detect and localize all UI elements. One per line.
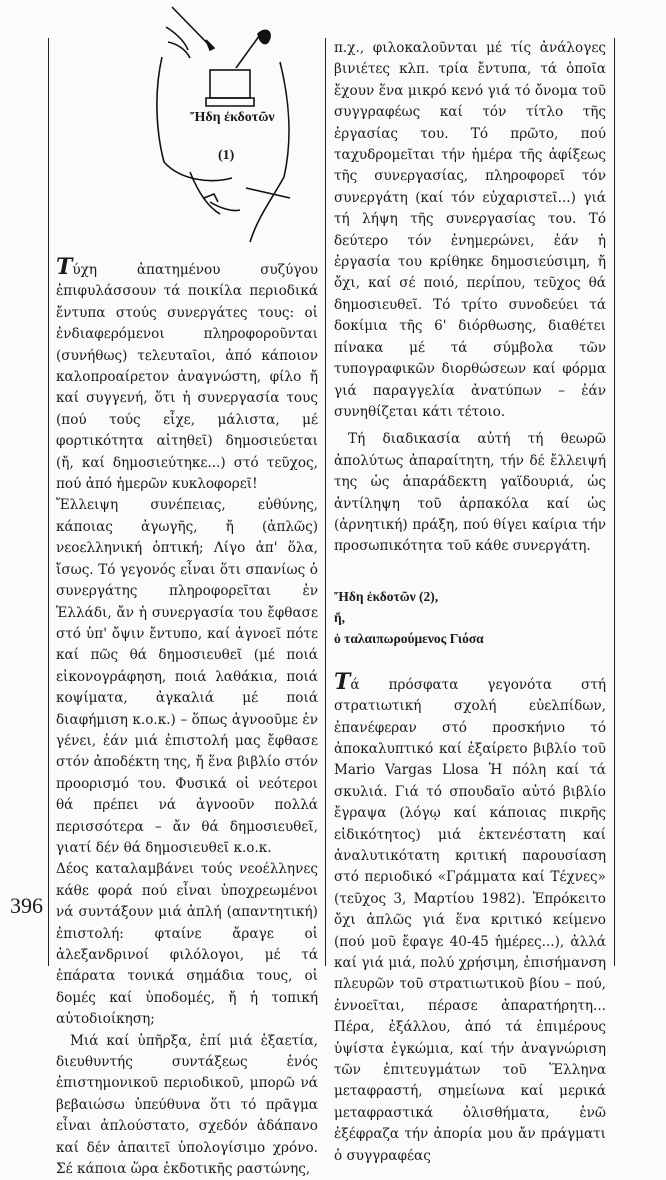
left-paragraph-1	[56, 254, 318, 495]
column-divider-rule	[325, 38, 326, 966]
left-paragraph-3	[56, 859, 318, 1030]
left-column	[56, 254, 318, 1180]
paragraph-text: Μιά καί ὑπῆρξα, ἐπί μιά ἑξαετία, διευθυντής συντάξεως ἑνός ἐπιστημονικοῦ περιοδικοῦ, μπορῶ νά βεβαιώσω ὑπεύθυνα ὅτι τό πρᾶγμα εἶναι ἁπλούστατο, σχεδόν ἀδάπανο καί δέν ἀπαιτεῖ ὑπολογίσιμο χρόνο. Σέ κάποια ὥρα ἐκδοτικῆς ραστώνης,	[56, 1032, 318, 1178]
paragraph-text: Τή διαδικασία αὐτή τή θεωρῶ ἀπολύτως ἀπαραίτητη, τήν δέ ἔλλειψή της ὡς ἀπαράδεκτη γαϊδουριά, ὡς ἀντίληψη τοῦ ἁρπακόλα καί ὡς (ἀρνητική) πράξη, πού θίγει καίρια τήν προσωπικότητα τοῦ κάθε συνεργάτη.	[334, 431, 606, 555]
heading-line-1: Ἤδη ἐκδοτῶν (2),	[334, 588, 439, 604]
paragraph-text: π.χ., φιλοκαλοῦνται μέ τίς ἀνάλογες βινιέτες κλπ. τρία ἔντυπα, τά ὁποῖα ἔχουν ἕνα μικρό κενό γιά τό ὄνομα τοῦ συγγραφέως καί τόν τίτλο τῆς ἐργασίας του. Τό πρῶτο, πού ταχυδρομεῖται τήν ἡμέρα τῆς ἀφίξεως τῆς συνεργασίας, πληροφορεῖ τόν συνεργάτη (καί τόν εὐχαριστεῖ...) γιά τή λήψη τῆς συνεργασίας του. Τό δεύτερο τόν ἐνημερώνει, ἐάν ἡ ἐργασία του κρίθηκε δημοσιεύσιμη, ἤ ὄχι, καί σέ ποιό, περίπου, τεῦχος θά δημοσιευθεῖ. Τό τρίτο συνοδεύει τά δοκίμια τῆς 6' διόρθωσης, διαθέτει πίνακα μέ τά σύμβολα τῶν τυπογραφικῶν διορθώσεων καί φόρμα γιά παραγγελία ἀνατύπων – ἐάν συνηθίζεται κάτι τέτοιο.	[334, 40, 606, 420]
paragraph-text: Δέος καταλαμβάνει τούς νεοέλληνες κάθε φορά πού εἶναι ὑποχρεωμένοι νά συντάξουν μιά ἁπλή (απαντητική) ἐπιστολή: φταίνε ἄραγε οἱ ἀλεξανδρινοί φιλόλογοι, μέ τά ἐπάρατα τονικά σημάδια τους, οἱ δομές καί ὑποδομές, ἤ ἡ τοπική αὐτοδιοίκηση;	[56, 861, 318, 1028]
illustration-number: (1)	[218, 148, 235, 163]
right-margin-rule	[614, 38, 615, 966]
dropcap-letter: Τ	[334, 668, 351, 695]
paragraph-text: Ἔλλειψη συνέπειας, εὐθύνης, κάποιας ἀγωγῆς, ἤ (ἁπλῶς) νεοελληνική ὀπτική; Λίγο ἀπ' ὅλα, ἴσως. Τό γεγονός εἶναι ὅτι σπανίως ὁ συνεργάτης πληροφορεῖται ἐν Ἑλλάδι, ἄν ἡ συνεργασία του ἔφθασε στό ὑπ' ὄψιν ἔντυπο, καί ἀγνοεῖ πότε καί πῶς θά δημοσιευθεῖ (μέ ποιά εἰκονογράφηση, ποιά λαθάκια, ποιά κοψίματα, ἀγκαλιά μέ ποιά διαφήμιση κ.ο.κ.) – ὅπως ἀγνοοῦμε ἐν γένει, ἐάν μιά ἐπιστολή μας ἔφθασε στόν ἀποδέκτη της, ἤ ἕνα βιβλίο στόν προορισμό του. Φυσικά οἱ νεότεροι θά πρέπει νά ἀγνοοῦν πολλά περισσότερα – ἄν θά δημοσιευθεῖ, γιατί δέν θά δημοσιευθεῖ κ.ο.κ.	[56, 497, 318, 856]
heading-line-2: ἤ,	[334, 609, 346, 625]
illustration-title: Ἤδη ἐκδοτῶν	[190, 110, 275, 125]
left-paragraph-2	[56, 495, 318, 859]
left-margin-rule	[48, 38, 49, 966]
heading-line-3: ὁ ταλαιπωρούμενος Γιόσα	[334, 630, 484, 646]
section-heading	[334, 586, 606, 649]
right-column	[334, 38, 606, 1167]
dropcap-letter: Τ	[56, 254, 73, 280]
right-paragraph-3	[334, 668, 606, 1167]
left-paragraph-4	[56, 1031, 318, 1180]
right-paragraph-1	[334, 38, 606, 423]
right-paragraph-2	[334, 429, 606, 557]
paragraph-text: ύχη ἀπατημένου συζύγου ἐπιφυλάσσουν τά ποικίλα περιοδικά ἔντυπα στούς συνεργάτες τους: οἱ ἐνδιαφερόμενοι πληροφοροῦνται (συνήθως) τελευταῖοι, ἀπό κάποιον καλοπροαίρετον ἀναγνώστη, φίλο ἤ καί συγγενή, ὅτι ἡ συνεργασία τους (πού τούς εἶχε, μάλιστα, μέ φορτικότητα αἰτηθεῖ) δημοσιεύεται (ἤ, καί δημοσιεύτηκε...) στό τεῦχος, πού ἀπό ἡμερῶν κυκλοφορεῖ!	[56, 262, 318, 493]
page-number: 396	[10, 893, 43, 918]
writer-inkwell-illustration	[150, 2, 298, 247]
paragraph-text: ά πρόσφατα γεγονότα στή στρατιωτική σχολή εὐελπίδων, ἐπανέφεραν στό προσκήνιο τό ἀποκαλυπτικό καί ἐξαίρετο βιβλίο τοῦ Mario Vargas Llosa Ἡ πόλη καί τά σκυλιά. Γιά τό σπουδαῖο αὐτό βιβλίο ἔγραψα (λόγῳ καί κάποιας πικρῆς εἰδικότητος) μιά ἐκτενέστατη καί ἀναλυτικότατη κριτική παρουσίαση στό περιοδικό «Γράμματα καί Τέχνες» (τεῦχος 3, Μαρτίου 1982). Ἐπρόκειτο ὄχι ἁπλῶς γιά ἕνα κριτικό κείμενο (πού μοῦ ἔφαγε 40-45 ἡμέρες...), ἀλλά καί γιά μιά, πολύ χρήσιμη, ἐπισήμανση πλευρῶν τοῦ στρατιωτικοῦ βίου – πού, ἐννοεῖται, πέρασε ἀπαρατήρητη... Πέρα, ἐξάλλου, ἀπό τά ἐπιμέρους ὑψίστα ἐγκώμια, καί τήν ἀναγνώριση τῶν ἐπιτευγμάτων τοῦ Ἕλληνα μεταφραστή, σημείωνα καί μερικά μεταφραστικά ὀλισθήματα, ἐνῶ ἐξέφραζα τήν ἀπορία μου ἄν πράγματι ὁ συγγραφέας	[334, 676, 606, 1164]
